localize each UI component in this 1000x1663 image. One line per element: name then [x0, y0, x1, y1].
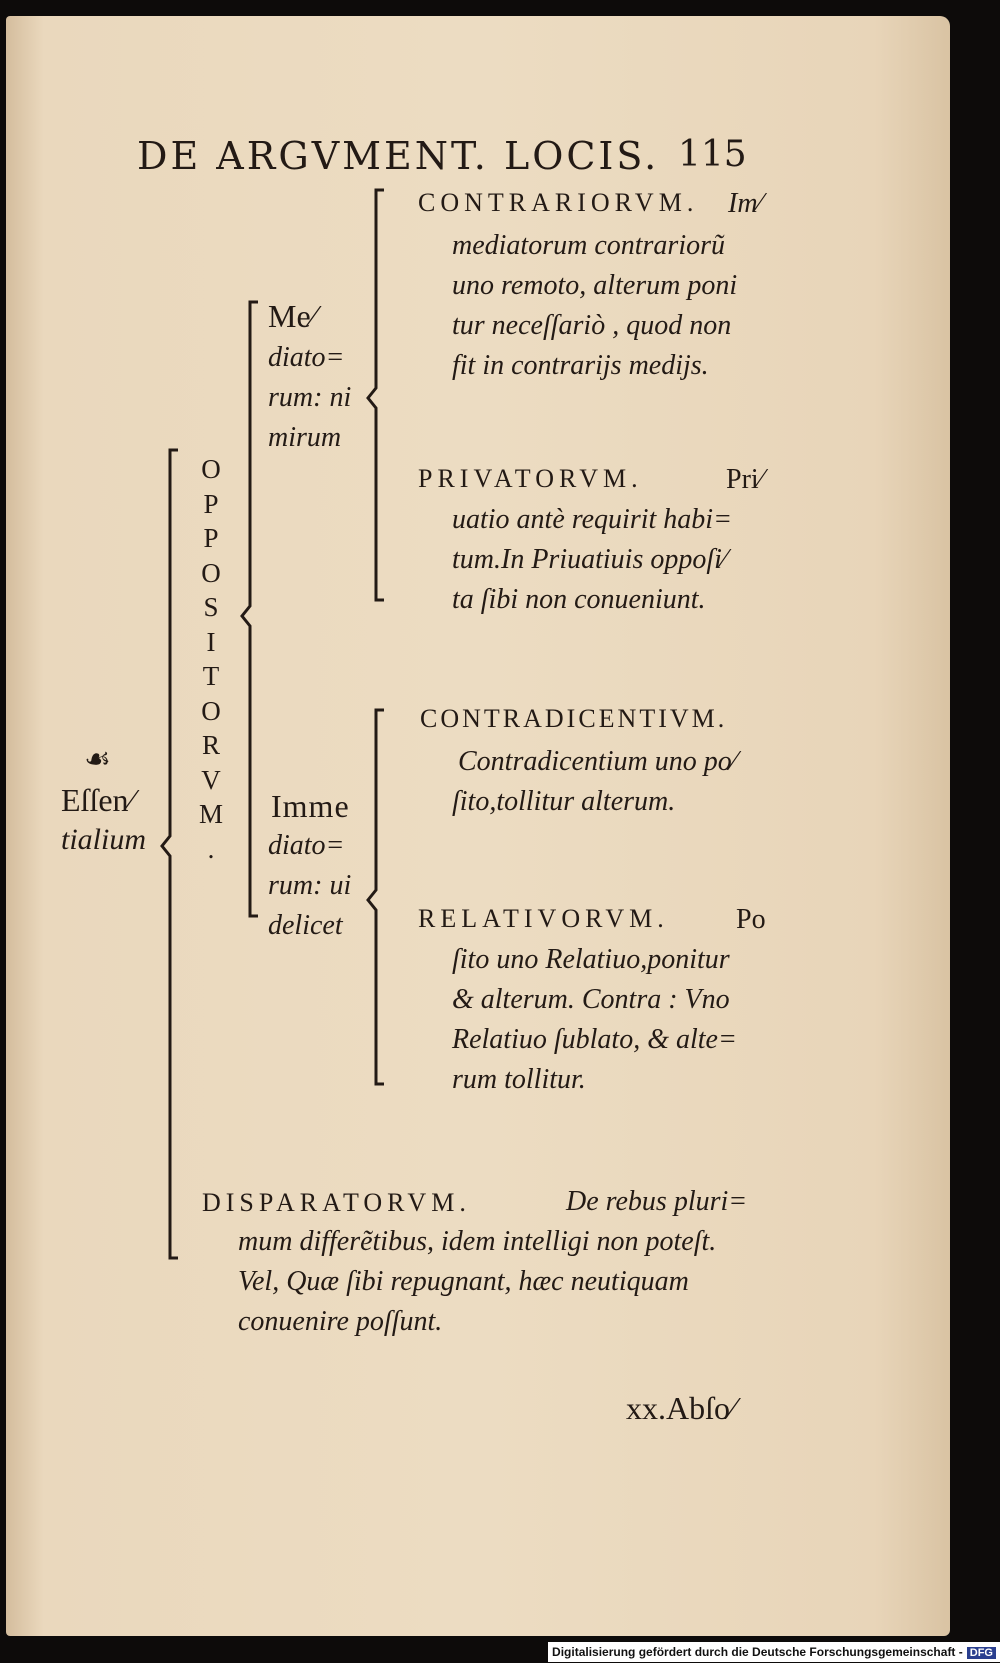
contrariorum-line5: fit in contrarijs medijs.: [452, 350, 709, 381]
book-page: [6, 16, 950, 1636]
immediatorum-line1: Imme: [271, 788, 350, 824]
privatorum-line4: ta ſibi non conueniunt.: [452, 584, 706, 615]
outer-brace: [156, 446, 186, 1266]
relativorum-line1: Po: [736, 904, 766, 935]
contradicentium-heading: CONTRADICENTIVM.: [420, 704, 728, 733]
disparatorum-heading: DISPARATORVM.: [202, 1188, 471, 1217]
contradicentium-line2: ſito,tollitur alterum.: [452, 786, 676, 817]
immediatorum-line4: delicet: [268, 910, 343, 941]
privatorum-heading: PRIVATORVM.: [418, 464, 643, 493]
oppositorum-vertical-label: O P P O S I T O R V M .: [198, 454, 223, 864]
immediatorum-line3: rum: ui: [268, 870, 352, 901]
contrariorum-line2: mediatorum contrariorũ: [452, 230, 725, 261]
running-title: DE ARGVMENT. LOCIS.: [137, 134, 660, 178]
page-number: 115: [678, 134, 747, 175]
privatorum-line3: tum.In Priuatiuis oppoſi⁄: [452, 544, 727, 575]
relativorum-line4: Relatiuo ſublato, & alte=: [452, 1024, 737, 1055]
contrariorum-line1: Im⁄: [728, 188, 763, 219]
root-label-line1: Eſſen⁄: [61, 782, 134, 818]
mediatorum-line2: diato=: [268, 342, 345, 373]
relativorum-line2: ſito uno Relatiuo,ponitur: [452, 944, 730, 975]
disparatorum-line4: conuenire poſſunt.: [238, 1306, 443, 1337]
contrariorum-line4: tur neceſſariò , quod non: [452, 310, 732, 341]
mediatorum-line3: rum: ni: [268, 382, 352, 413]
fleuron-ornament: ☙: [84, 743, 111, 776]
immediatorum-line2: diato=: [268, 830, 345, 861]
root-label-line2: tialium: [61, 823, 147, 856]
digitization-credit: [548, 1642, 1000, 1662]
mediatorum-line4: mirum: [268, 422, 342, 453]
disparatorum-line1: De rebus pluri=: [566, 1186, 748, 1217]
oppositorum-brace: [236, 296, 266, 936]
catchword: xx.Abſo⁄: [626, 1390, 736, 1426]
privatorum-line2: uatio antè requirit habi=: [452, 504, 732, 535]
mediatorum-line1: Me⁄: [268, 298, 316, 334]
immediatorum-brace: [362, 704, 392, 1104]
credit-text: Digitalisierung gefördert durch die Deutsche Forschungsgemeinschaft -: [552, 1645, 963, 1659]
contrariorum-line3: uno remoto, alterum poni: [452, 270, 738, 301]
dfg-logo: DFG: [967, 1647, 996, 1659]
contradicentium-line1: Contradicentium uno po⁄: [458, 746, 737, 777]
relativorum-line3: & alterum. Contra : Vno: [452, 984, 730, 1015]
disparatorum-line2: mum differẽtibus, idem intelligi non poteſt.: [238, 1226, 717, 1257]
relativorum-heading: RELATIVORVM.: [418, 904, 669, 933]
privatorum-line1: Pri⁄: [726, 464, 764, 495]
contrariorum-heading: CONTRARIORVM.: [418, 188, 699, 217]
mediatorum-brace: [362, 184, 392, 614]
disparatorum-line3: Vel, Quæ ſibi repugnant, hæc neutiquam: [238, 1266, 689, 1297]
relativorum-line5: rum tollitur.: [452, 1064, 586, 1095]
